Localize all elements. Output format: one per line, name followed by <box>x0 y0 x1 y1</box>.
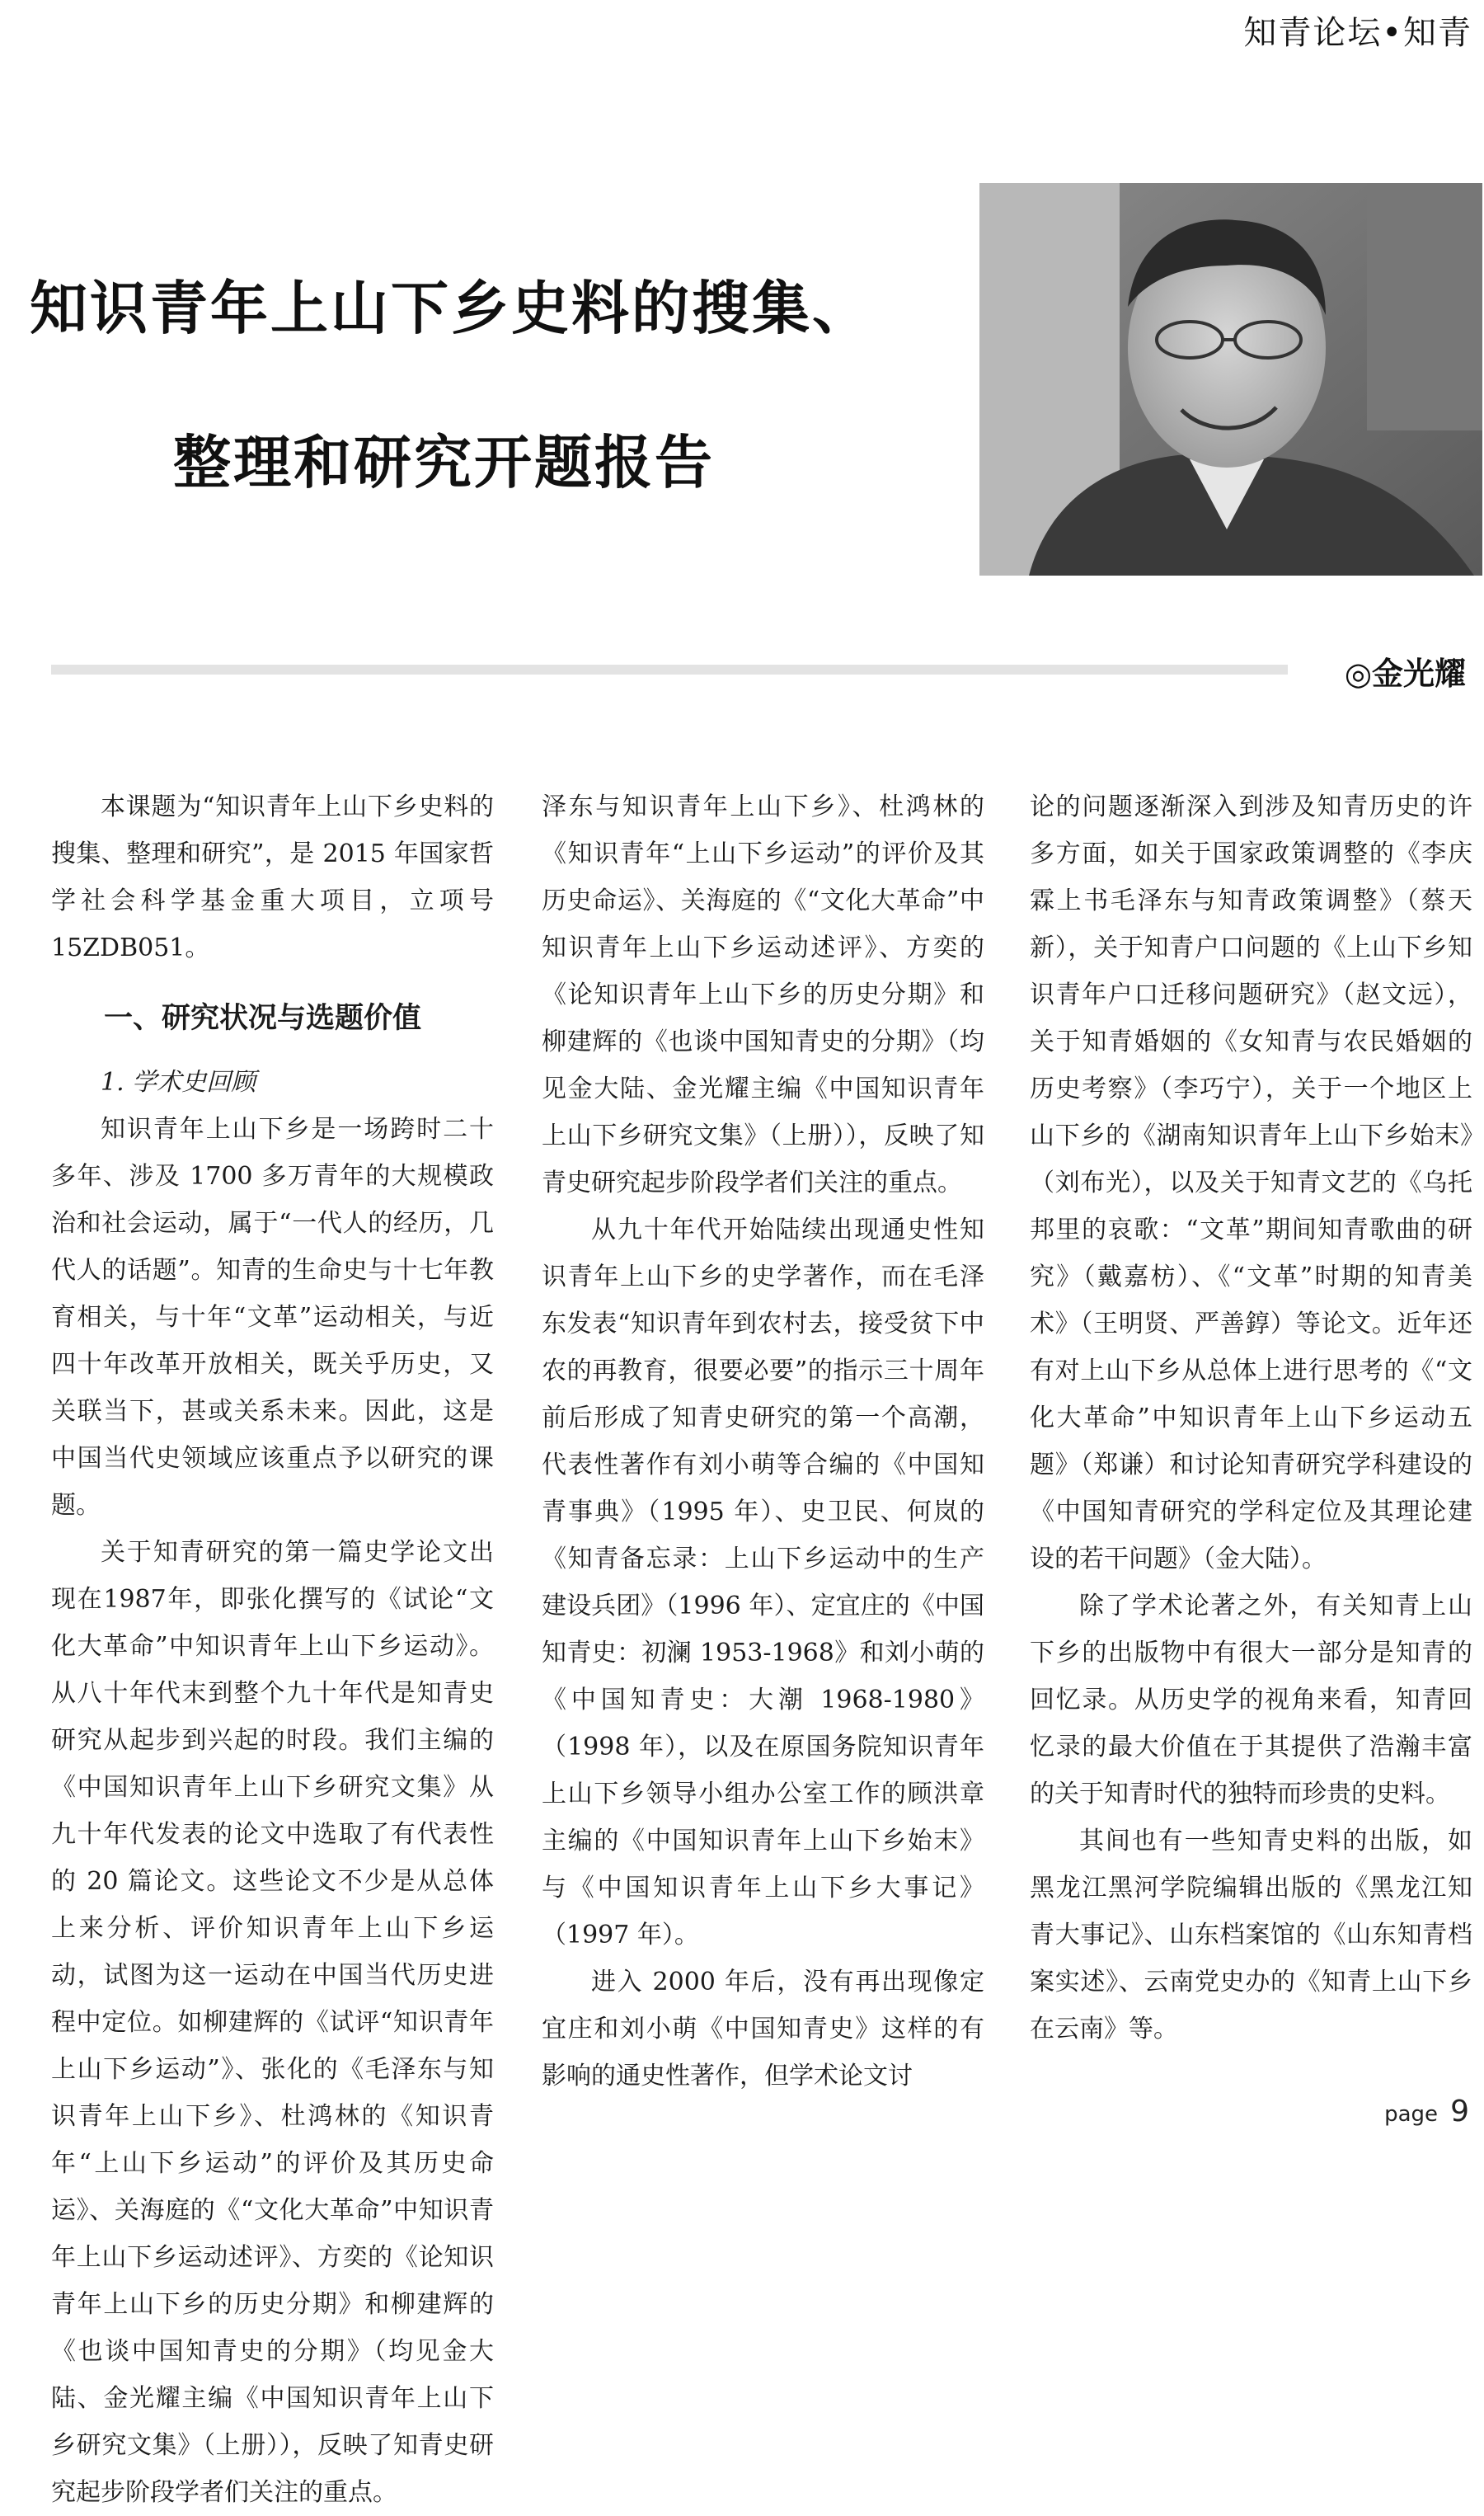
paragraph-1: 知识青年上山下乡是一场跨时二十多年、涉及 1700 多万青年的大规模政治和社会运动，属于“一代人的经历，几代人的话题”。知青的生命史与十七年教育相关，与十年“文革”运动相关，与近四十年改革开放相关，既关乎历史，又关联当下，甚或关系未来。因此，这是中国当代史领域应该重点予以研究的课题。 <box>51 1115 494 1520</box>
author-divider <box>51 665 1288 675</box>
author-portrait-photo <box>979 183 1482 576</box>
page-number <box>1384 2095 1469 2128</box>
paragraph-5: 除了学术论著之外，有关知青上山下乡的出版物中有很大一部分是知青的回忆录。从历史学的视角来看，知青回忆录的最大价值在于其提供了浩瀚丰富的关于知青时代的独特而珍贵的史料。 <box>1030 1592 1472 1808</box>
subheading: 1. 学术史回顾 <box>101 1068 256 1097</box>
portrait-illustration <box>979 183 1482 576</box>
paragraph-4-continued: 论的问题逐渐深入到涉及知青历史的许多方面，如关于国家政策调整的《李庆霖上书毛泽东与知青政策调整》（蔡天新），关于知青户口问题的《上山下乡知识青年户口迁移问题研究》（赵文远），关于知青婚姻的《女知青与农民婚姻的历史考察》（李巧宁），关于一个地区上山下乡的《湖南知识青年上山下乡始末》（刘布光），以及关于知青文艺的《乌托邦里的哀歌：“文革”期间知青歌曲的研究》（戴嘉枋）、《“文革”时期的知青美术》（王明贤、严善錞）等论文。近年还有对上山下乡从总体上进行思考的《“文化大革命”中知识青年上山下乡运动五题》（郑谦）和讨论知青研究学科建设的《中国知青研究的学科定位及其理论建设的若干问题》（金大陆）。 <box>1030 792 1472 1573</box>
page-label: page <box>1384 2102 1438 2127</box>
section-header: 知青论坛•知青 <box>1243 14 1472 52</box>
text-column-2 <box>542 783 984 2100</box>
page-number-value: 9 <box>1450 2095 1469 2128</box>
article-title-line-1: 知识青年上山下乡史料的搜集、 <box>30 275 872 342</box>
intro-paragraph: 本课题为“知识青年上山下乡史料的搜集、整理和研究”，是 2015 年国家哲学社会科学基金重大项目，立项号 15ZDB051。 <box>51 792 494 962</box>
author-name: ◎金光耀 <box>1344 656 1466 692</box>
text-column-1 <box>51 783 494 2507</box>
paragraph-3: 从九十年代开始陆续出现通史性知识青年上山下乡的史学著作，而在毛泽东发表“知识青年到农村去，接受贫下中农的再教育，很要必要”的指示三十周年前后形成了知青史研究的第一个高潮，代表性著作有刘小萌等合编的《中国知青事典》（1995 年）、史卫民、何岚的《知青备忘录：上山下乡运动中的生产建设兵团》（1996 年）、定宜庄的《中国知青史：初澜 1953-1968》和刘小萌的《中国知青史：大潮 1968-1980》（1998 年），以及在原国务院知识青年上山下乡领导小组办公室工作的顾洪章主编的《中国知识青年上山下乡始末》与《中国知识青年上山下乡大事记》（1997 年）。 <box>542 1216 984 1949</box>
paragraph-2-continued: 泽东与知识青年上山下乡》、杜鸿林的《知识青年“上山下乡运动”的评价及其历史命运》、关海庭的《“文化大革命”中知识青年上山下乡运动述评》、方奕的《论知识青年上山下乡的历史分期》和柳建辉的《也谈中国知青史的分期》（均见金大陆、金光耀主编《中国知识青年上山下乡研究文集》（上册）），反映了知青史研究起步阶段学者们关注的重点。 <box>542 792 984 1197</box>
paragraph-4: 进入 2000 年后，没有再出现像定宜庄和刘小萌《中国知青史》这样的有影响的通史性著作，但学术论文讨 <box>542 1968 984 2090</box>
article-title-line-2: 整理和研究开题报告 <box>173 429 715 496</box>
section-heading: 一、研究状况与选题价值 <box>104 1002 422 1035</box>
paragraph-2: 关于知青研究的第一篇史学论文出现在1987年，即张化撰写的《试论“文化大革命”中知识青年上山下乡运动》。从八十年代末到整个九十年代是知青史研究从起步到兴起的时段。我们主编的《中国知识青年上山下乡研究文集》从九十年代发表的论文中选取了有代表性的 20 篇论文。这些论文不少是从总体上来分析、评价知识青年上山下乡运动，试图为这一运动在中国当代历史进程中定位。如柳建辉的《试评“知识青年上山下乡运动”》、张化的《毛泽东与知识青年上山下乡》、杜鸿林的《知识青年“上山下乡运动”的评价及其历史命运》、关海庭的《“文化大革命”中知识青年上山下乡运动述评》、方奕的《论知识青年上山下乡的历史分期》和柳建辉的《也谈中国知青史的分期》（均见金大陆、金光耀主编《中国知识青年上山下乡研究文集》（上册）），反映了知青史研究起步阶段学者们关注的重点。 <box>51 1538 494 2507</box>
paragraph-6: 其间也有一些知青史料的出版，如黑龙江黑河学院编辑出版的《黑龙江知青大事记》、山东档案馆的《山东知青档案实述》、云南党史办的《知青上山下乡在云南》等。 <box>1030 1827 1472 2043</box>
text-column-3 <box>1030 783 1472 2053</box>
